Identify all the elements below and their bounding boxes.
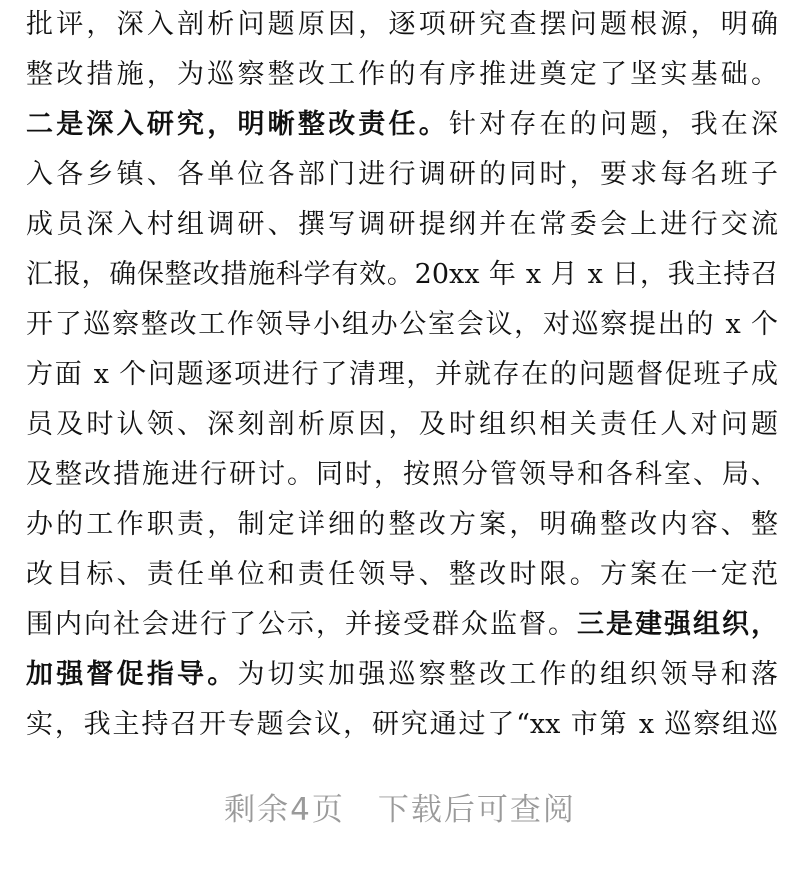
text-segment: 办的工作职责，制定详细的整改方案，明确整改内容、整 [26, 509, 778, 540]
text-line-11 [26, 500, 778, 550]
text-segment: 实，我主持召开专题会议，研究通过了“xx 市第 x 巡察组巡 [26, 709, 778, 740]
text-segment: 围内向社会进行了公示，并接受群众监督。 [26, 609, 577, 640]
remaining-pages-notice[interactable]: 剩余4页 下载后可查阅 [224, 792, 576, 828]
text-segment: 改目标、责任单位和责任领导、整改时限。方案在一定范 [26, 559, 778, 590]
text-line-13 [26, 600, 778, 650]
text-segment: 开了巡察整改工作领导小组办公室会议，对巡察提出的 x 个 [26, 309, 778, 340]
text-segment: 整改措施，为巡察整改工作的有序推进奠定了坚实基础。 [26, 59, 778, 90]
text-segment: 方面 x 个问题逐项进行了清理，并就存在的问题督促班子成 [26, 359, 778, 390]
text-segment: 为切实加强巡察整改工作的组织领导和落 [237, 659, 779, 690]
text-line-15 [26, 700, 778, 750]
text-segment: 及整改措施进行研讨。同时，按照分管领导和各科室、局、 [26, 459, 778, 490]
text-segment: 成员深入村组调研、撰写调研提纲并在常委会上进行交流 [26, 209, 778, 240]
document-body [26, 0, 778, 750]
bold-heading-segment: 二是深入研究，明晰整改责任。 [26, 109, 449, 140]
text-line-1 [26, 0, 778, 50]
text-segment: 批评，深入剖析问题原因，逐项研究查摆问题根源，明确 [26, 9, 778, 40]
text-line-9 [26, 400, 778, 450]
text-line-14 [26, 650, 778, 700]
bold-heading-segment: 加强督促指导。 [26, 659, 238, 690]
text-segment: 入各乡镇、各单位各部门进行调研的同时，要求每名班子 [26, 159, 778, 190]
text-line-8 [26, 350, 778, 400]
text-line-6 [26, 250, 778, 300]
text-segment: 针对存在的问题，我在深 [448, 109, 779, 140]
text-line-4 [26, 150, 778, 200]
bold-heading-segment: 三是建强组织， [577, 609, 778, 640]
text-line-2 [26, 50, 778, 100]
text-line-5 [26, 200, 778, 250]
text-line-10 [26, 450, 778, 500]
text-line-3 [26, 100, 778, 150]
text-segment: 汇报，确保整改措施科学有效。20xx 年 x 月 x 日，我主持召 [26, 259, 778, 290]
text-line-12 [26, 550, 778, 600]
text-line-7 [26, 300, 778, 350]
text-segment: 员及时认领、深刻剖析原因，及时组织相关责任人对问题 [26, 409, 778, 440]
